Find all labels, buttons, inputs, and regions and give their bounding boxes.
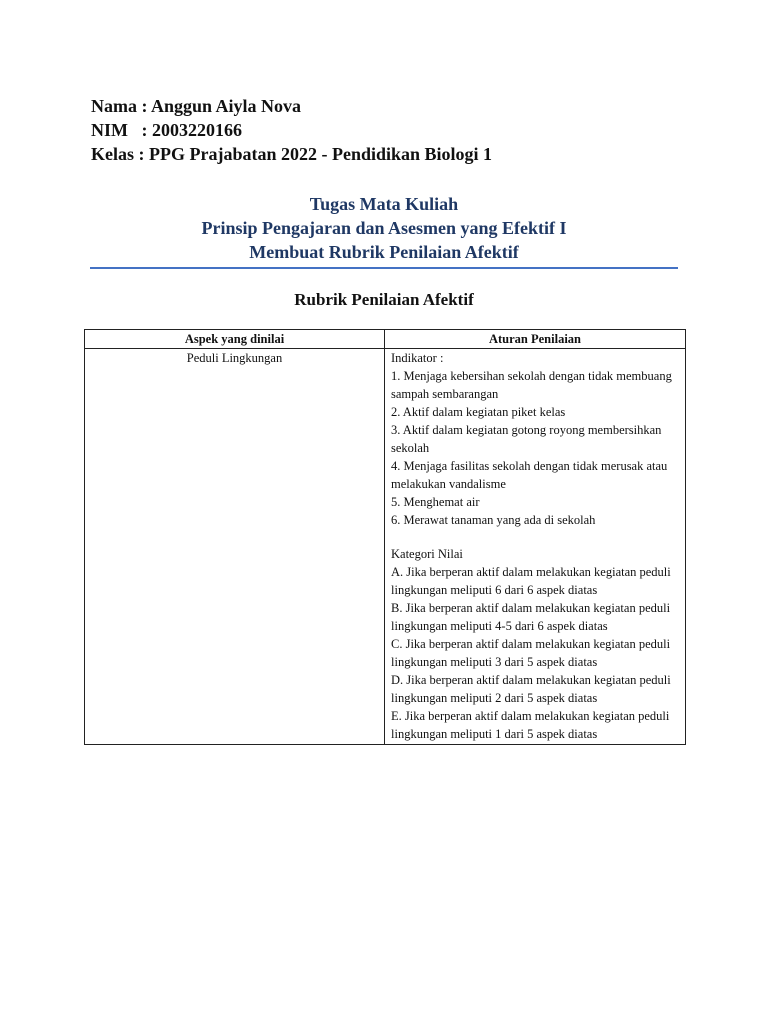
title-divider (90, 267, 678, 269)
category-item: D. Jika berperan aktif dalam melakukan kegiatan peduli lingkungan meliputi 2 dari 5 aspek diatas (391, 673, 671, 705)
title-line-2: Prinsip Pengajaran dan Asesmen yang Efektif I (201, 218, 567, 238)
header-aspect: Aspek yang dinilai (85, 330, 385, 349)
indicator-item: 5. Menghemat air (391, 495, 480, 509)
indicator-item: 3. Aktif dalam kegiatan gotong royong membersihkan sekolah (391, 423, 662, 455)
table-header-row (85, 330, 686, 349)
indicator-heading: Indikator : (391, 351, 444, 365)
header-rules: Aturan Penilaian (385, 330, 686, 349)
paragraph-gap (391, 529, 679, 545)
title-line-1: Tugas Mata Kuliah (309, 194, 459, 214)
indicator-item: 4. Menjaga fasilitas sekolah dengan tidak merusak atau melakukan vandalisme (391, 459, 668, 491)
rules-cell (385, 349, 686, 745)
category-item: B. Jika berperan aktif dalam melakukan kegiatan peduli lingkungan meliputi 4-5 dari 6 aspek diatas (391, 601, 671, 633)
indicator-item: 1. Menjaga kebersihan sekolah dengan tidak membuang sampah sembarangan (391, 369, 672, 401)
aspect-cell: Peduli Lingkungan (85, 349, 385, 745)
student-nim: NIM : 2003220166 (91, 120, 242, 140)
category-item: E. Jika berperan aktif dalam melakukan kegiatan peduli lingkungan meliputi 1 dari 5 aspek diatas (391, 709, 670, 741)
table-row (85, 349, 686, 745)
student-identity (91, 94, 492, 166)
category-item: C. Jika berperan aktif dalam melakukan kegiatan peduli lingkungan meliputi 3 dari 5 aspek diatas (391, 637, 671, 669)
title-line-3: Membuat Rubrik Penilaian Afektif (249, 242, 519, 262)
indicator-item: 6. Merawat tanaman yang ada di sekolah (391, 513, 596, 527)
document-title (90, 192, 678, 264)
category-item: A. Jika berperan aktif dalam melakukan kegiatan peduli lingkungan meliputi 6 dari 6 aspek diatas (391, 565, 671, 597)
rubric-table (84, 329, 686, 745)
category-heading: Kategori Nilai (391, 547, 463, 561)
student-name: Nama : Anggun Aiyla Nova (91, 96, 302, 116)
student-class: Kelas : PPG Prajabatan 2022 - Pendidikan Biologi 1 (91, 144, 493, 164)
rubric-title: Rubrik Penilaian Afektif (294, 290, 474, 309)
indicator-item: 2. Aktif dalam kegiatan piket kelas (391, 405, 566, 419)
